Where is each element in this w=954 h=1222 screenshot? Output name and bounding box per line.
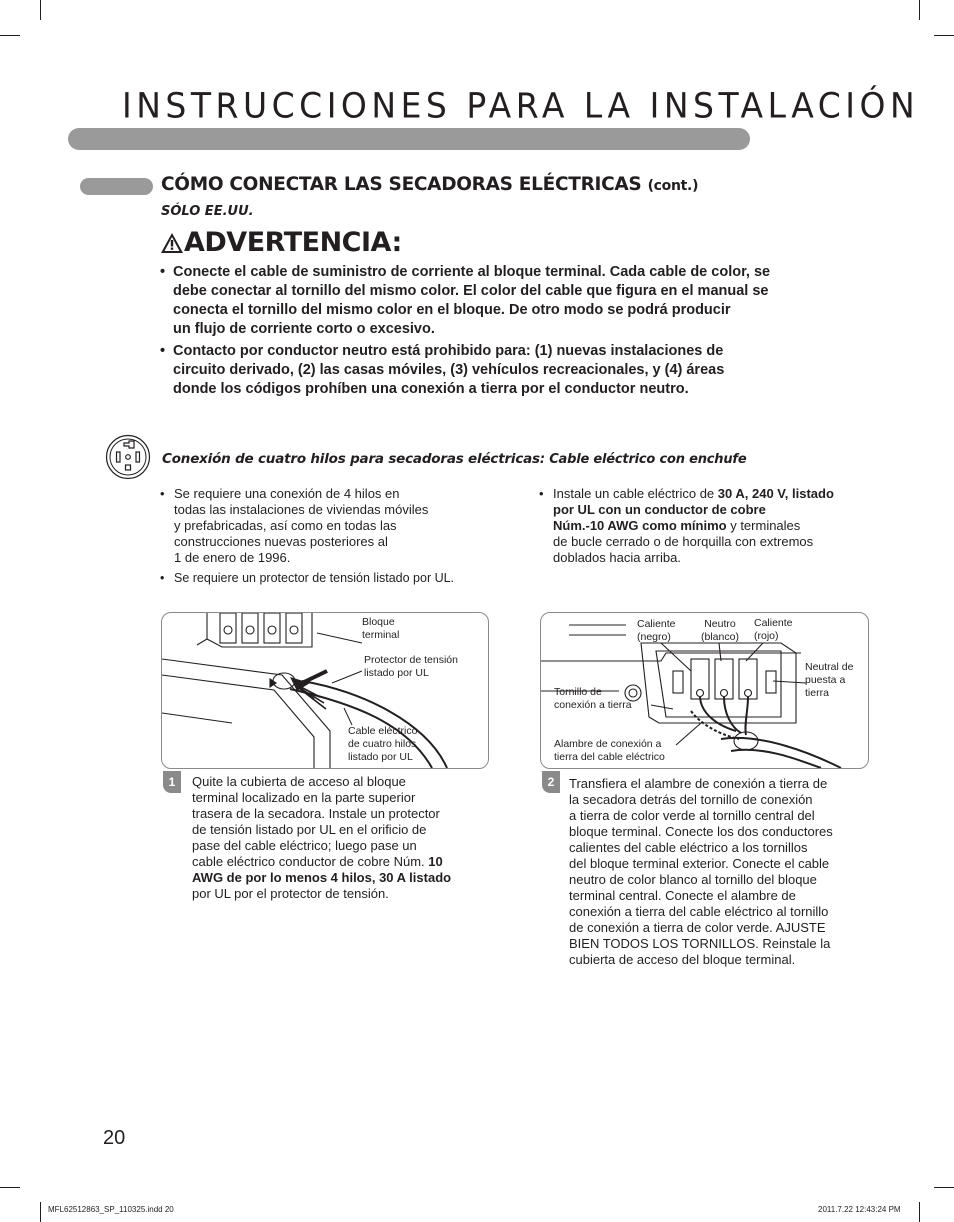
bullet-icon: • [160, 264, 166, 280]
bullet-icon: • [539, 486, 544, 501]
text-bold: por UL con un conductor de cobre [553, 502, 766, 517]
label-line: (rojo) [754, 630, 779, 642]
label-line: conexión a tierra [554, 699, 632, 711]
label-hot-red [754, 617, 793, 643]
section-bar [80, 178, 153, 195]
text-line: pase del cable eléctrico; luego pase un [192, 838, 417, 853]
text-line: Se requiere una conexión de 4 hilos en [174, 486, 400, 501]
text-line: por UL por el protector de tensión. [192, 886, 389, 901]
text-line: del bloque terminal exterior. Conecte el cable [569, 856, 830, 871]
text-line [553, 518, 889, 534]
text-line: Quite la cubierta de acceso al bloque [192, 774, 406, 789]
text-line: terminal central. Conecte el alambre de [569, 888, 796, 903]
label-neutral-white [701, 618, 739, 644]
list-item [160, 570, 520, 586]
text-line [553, 502, 889, 518]
list-item [160, 486, 520, 566]
text-span: y terminales [726, 518, 801, 533]
label-neutral-ground [805, 661, 853, 700]
text-span: Instale un cable eléctrico de [553, 486, 718, 501]
warning-line: Conecte el cable de suministro de corriente al bloque terminal. Cada cable de color, se [173, 264, 771, 280]
section-heading [161, 174, 698, 195]
text-line: cubierta de acceso del bloque terminal. [569, 952, 796, 967]
bullet-icon: • [160, 486, 165, 501]
warning-list [160, 263, 860, 399]
text-line: Transfiera el alambre de conexión a tierra de [569, 776, 828, 791]
text-line: construcciones nuevas posteriores al [174, 534, 388, 549]
label-line: puesta a [805, 674, 846, 686]
text-line: bloque terminal. Conecte los dos conductores [569, 824, 833, 839]
figure-terminal-block [161, 612, 489, 769]
label-terminal-block [362, 616, 399, 642]
label-line: listado por UL [348, 751, 413, 763]
text-line: Se requiere un protector de tensión listado por UL. [174, 571, 455, 585]
text-line: terminal localizado en la parte superior [192, 790, 416, 805]
text-line: a tierra de color verde al tornillo central del [569, 808, 815, 823]
label-line: Caliente [754, 617, 793, 629]
section-title: CÓMO CONECTAR LAS SECADORAS ELÉCTRICAS [161, 174, 642, 195]
bullet-icon: • [160, 571, 165, 585]
four-prong-outlet-icon [105, 434, 151, 480]
page-number: 20 [103, 1127, 126, 1149]
label-line: tierra del cable eléctrico [554, 751, 665, 763]
warning-line: conecta el tornillo del mismo color en el bloque. De otro modo se podrá producir [173, 302, 731, 318]
label-line: listado por UL [364, 667, 429, 679]
warning-line: Contacto por conductor neutro está prohibido para: (1) nuevas instalaciones de [173, 343, 724, 359]
warning-line: donde los códigos prohíben una conexión a tierra por el conductor neutro. [173, 381, 689, 397]
connection-subtitle: : Cable eléctrico con enchufe [539, 452, 747, 467]
requirements-right [539, 486, 889, 566]
connection-heading [162, 451, 746, 467]
label-line: Bloque [362, 616, 395, 628]
text-line [553, 486, 889, 502]
label-line: Protector de tensión [364, 654, 458, 666]
text-line [192, 854, 492, 870]
text-line: calientes del cable eléctrico a los tornillos [569, 840, 808, 855]
connection-title: Conexión de cuatro hilos para secadoras eléctricas [162, 451, 540, 467]
text-line: de conexión a tierra de color verde. AJUSTE [569, 920, 826, 935]
crop-mark [0, 1187, 20, 1188]
warning-line: un flujo de corriente corto o excesivo. [173, 321, 435, 337]
warning-item [160, 263, 860, 339]
list-item [539, 486, 889, 566]
label-ground-screw [554, 686, 632, 712]
text-bold: 10 [428, 854, 443, 869]
crop-mark [934, 1187, 954, 1188]
label-line: de cuatro hilos [348, 738, 417, 750]
warning-item [160, 342, 860, 399]
text-bold: 30 A, 240 V, listado [717, 486, 834, 501]
crop-mark [40, 0, 41, 20]
figure-wiring [540, 612, 869, 769]
text-line [192, 870, 492, 886]
crop-mark [934, 35, 954, 36]
label-line: (blanco) [701, 631, 739, 643]
text-span: cable eléctrico conductor de cobre Núm. [192, 854, 429, 869]
crop-mark [919, 1202, 920, 1222]
text-line: de tensión listado por UL en el orificio de [192, 822, 427, 837]
text-line: neutro de color blanco al tornillo del bloque [569, 872, 817, 887]
label-line: Neutral de [805, 661, 854, 673]
warning-heading [160, 227, 402, 258]
text-bold: Núm.-10 AWG como mínimo [553, 518, 727, 533]
label-line: (negro) [637, 631, 671, 643]
requirements-left [160, 486, 520, 586]
page-title: INSTRUCCIONES PARA LA INSTALACIÓN [122, 85, 920, 126]
dryer-back-illustration [162, 613, 488, 768]
text-bold: AWG de por lo menos 4 hilos, 30 A listado [192, 870, 452, 885]
section-note: SÓLO EE.UU. [161, 204, 254, 219]
text-line: BIEN TODOS LOS TORNILLOS. Reinstale la [569, 936, 831, 951]
label-power-cord [348, 725, 417, 764]
label-line: Tornillo de [554, 686, 602, 698]
warning-title: ADVERTENCIA: [184, 227, 402, 258]
text-line: la secadora detrás del tornillo de conexión [569, 792, 813, 807]
text-line: 1 de enero de 1996. [174, 550, 291, 565]
step-number: 2 [542, 771, 560, 793]
text-line: conexión a tierra del cable eléctrico al tornillo [569, 904, 829, 919]
label-line: tierra [805, 687, 829, 699]
section-cont: (cont.) [647, 178, 699, 194]
step1-text [192, 774, 492, 902]
step-number: 1 [163, 771, 181, 793]
label-strain-relief [364, 654, 458, 680]
text-line: doblados hacia arriba. [553, 550, 681, 565]
crop-mark [0, 35, 20, 36]
warning-icon [160, 232, 184, 254]
label-line: Cable eléctrico [348, 725, 418, 737]
crop-mark [40, 1202, 41, 1222]
warning-line: circuito derivado, (2) las casas móviles, (3) vehículos recreacionales, y (4) áreas [173, 362, 725, 378]
step2-text [569, 776, 879, 968]
label-line: terminal [362, 629, 400, 641]
warning-line: debe conectar al tornillo del mismo color. El color del cable que figura en el manual se [173, 283, 769, 299]
bullet-icon: • [160, 343, 166, 359]
text-line: y prefabricadas, así como en todas las [174, 518, 397, 533]
label-ground-wire [554, 738, 665, 764]
crop-mark [919, 0, 920, 20]
title-bar [68, 128, 750, 150]
text-line: trasera de la secadora. Instale un protector [192, 806, 440, 821]
label-line: Neutro [704, 618, 736, 630]
footer-file: MFL62512863_SP_110325.indd 20 [48, 1205, 174, 1214]
label-line: Alambre de conexión a [554, 738, 662, 750]
text-line: de bucle cerrado o de horquilla con extremos [553, 534, 814, 549]
label-line: Caliente [637, 618, 676, 630]
label-hot-black [637, 618, 676, 644]
text-line: todas las instalaciones de viviendas móviles [174, 502, 429, 517]
footer-date: 2011.7.22 12:43:24 PM [818, 1205, 901, 1214]
